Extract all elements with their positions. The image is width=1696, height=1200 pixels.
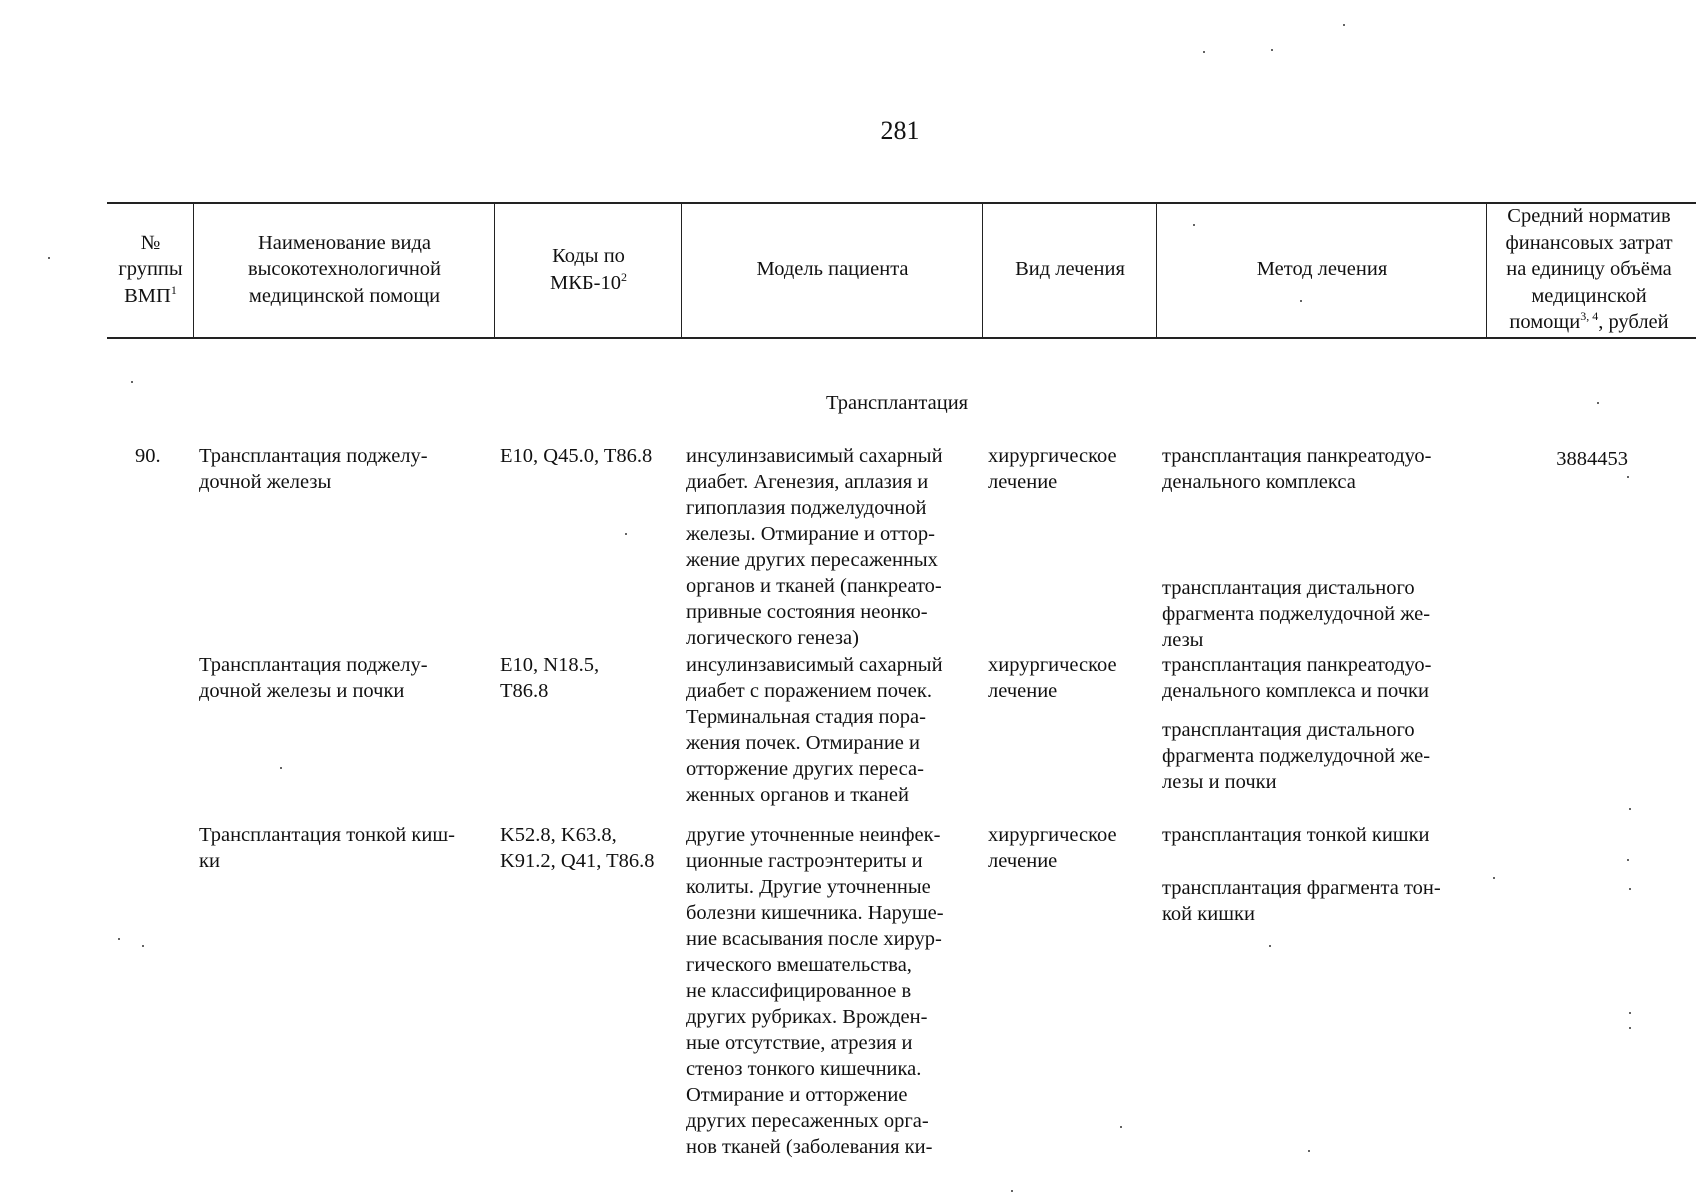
scan-speck (1629, 1012, 1631, 1014)
header-divider (494, 202, 495, 337)
header-icd-codes (496, 204, 681, 335)
section-title: Трансплантация (826, 392, 969, 414)
header-care-type-name (195, 204, 494, 335)
treatment-type: хирургическое лечение (988, 824, 1117, 872)
care-type-name: Трансплантация поджелу- дочной железы (199, 445, 428, 493)
scan-speck (1300, 300, 1302, 302)
scan-speck (1343, 24, 1345, 26)
header-footnote-2: 2 (621, 269, 627, 284)
scan-speck (48, 257, 50, 259)
header-group-number-text: № группы ВМП (118, 231, 183, 307)
header-footnote-3-4: 3, 4 (1580, 309, 1599, 324)
scan-speck (1629, 808, 1631, 810)
header-patient-model-text: Модель пациента (756, 258, 909, 281)
scan-speck (118, 938, 120, 940)
scan-speck (142, 945, 144, 947)
header-divider (1486, 202, 1487, 337)
treatment-method: трансплантация тонкой кишки (1162, 824, 1430, 846)
scan-speck (1627, 476, 1629, 478)
treatment-method: трансплантация дистального фрагмента поджелудочной же- лезы и почки (1162, 719, 1431, 793)
page-number: 281 (880, 116, 920, 145)
scan-speck (1011, 1190, 1013, 1192)
care-type-name: Трансплантация поджелу- дочной железы и почки (199, 654, 428, 702)
header-treatment-method (1158, 204, 1486, 335)
treatment-type: хирургическое лечение (988, 654, 1117, 702)
header-footnote-1: 1 (170, 282, 177, 297)
icd-codes: E10, Q45.0, T86.8 (500, 445, 653, 467)
patient-model: другие уточненные неинфек- ционные гастроэнтериты и колиты. Другие уточненные болезни кишечника. Наруше- ние всасывания после хирур- гического вмешательства, не классифицированное в других рубриках. Врожден- ные отсутствие, атрезия и стеноз тонкого кишечника. Отмирание и отторжение других пересаженных орга- нов тканей (заболевания ки- (686, 824, 944, 1158)
header-average-cost-unit: , рублей (1598, 311, 1669, 334)
treatment-type: хирургическое лечение (988, 445, 1117, 493)
header-treatment-method-text: Метод лечения (1256, 258, 1388, 281)
scan-speck (1271, 49, 1273, 51)
icd-codes: K52.8, K63.8, K91.2, Q41, T86.8 (500, 824, 655, 872)
header-divider (982, 202, 983, 337)
scan-speck (1493, 877, 1495, 879)
header-group-number (108, 204, 193, 335)
treatment-method: трансплантация панкреатодуо- денального комплекса (1162, 445, 1432, 493)
scan-speck (1629, 888, 1631, 890)
scan-speck (1193, 224, 1195, 226)
scan-speck (1597, 402, 1599, 404)
scan-speck (131, 381, 133, 383)
scan-speck (625, 533, 627, 535)
average-cost-value: 3884453 (1556, 448, 1628, 470)
header-bottom-rule (107, 337, 1696, 339)
scan-speck (1629, 1027, 1631, 1029)
header-patient-model (683, 204, 982, 335)
scan-speck (1269, 945, 1271, 947)
scan-speck (1627, 859, 1629, 861)
patient-model: инсулинзависимый сахарный диабет. Агенезия, аплазия и гипоплазия поджелудочной железы. Отмирание и оттор- жение других пересаженных органов и тканей (панкреато- привные состояния неонко- логического генеза) (686, 445, 943, 649)
header-divider (681, 202, 682, 337)
patient-model: инсулинзависимый сахарный диабет с поражением почек. Терминальная стадия пора- жения почек. Отмирание и отторжение других переса- женных органов и тканей (686, 654, 943, 806)
header-average-cost-text: Средний норматив финансовых затрат на единицу объёма медицинской помощи (1505, 205, 1673, 334)
treatment-method: трансплантация фрагмента тон- кой кишки (1162, 877, 1441, 925)
scan-speck (280, 767, 282, 769)
group-number: 90. (135, 445, 161, 467)
header-care-type-name-text: Наименование вида высокотехнологичной медицинской помощи (247, 231, 442, 307)
header-average-cost (1488, 204, 1696, 335)
scan-speck (1120, 1126, 1122, 1128)
treatment-method: трансплантация дистального фрагмента поджелудочной же- лезы (1162, 577, 1431, 651)
header-treatment-type (984, 204, 1156, 335)
scan-speck (1308, 1150, 1310, 1152)
header-divider (1156, 202, 1157, 337)
care-type-name: Трансплантация тонкой киш- ки (199, 824, 455, 872)
header-divider (193, 202, 194, 337)
header-icd-codes-text: Коды по МКБ-10 (550, 245, 625, 294)
icd-codes: E10, N18.5, T86.8 (500, 654, 600, 702)
header-treatment-type-text: Вид лечения (1015, 258, 1125, 281)
scan-speck (1203, 51, 1205, 53)
treatment-method: трансплантация панкреатодуо- денального комплекса и почки (1162, 654, 1432, 702)
